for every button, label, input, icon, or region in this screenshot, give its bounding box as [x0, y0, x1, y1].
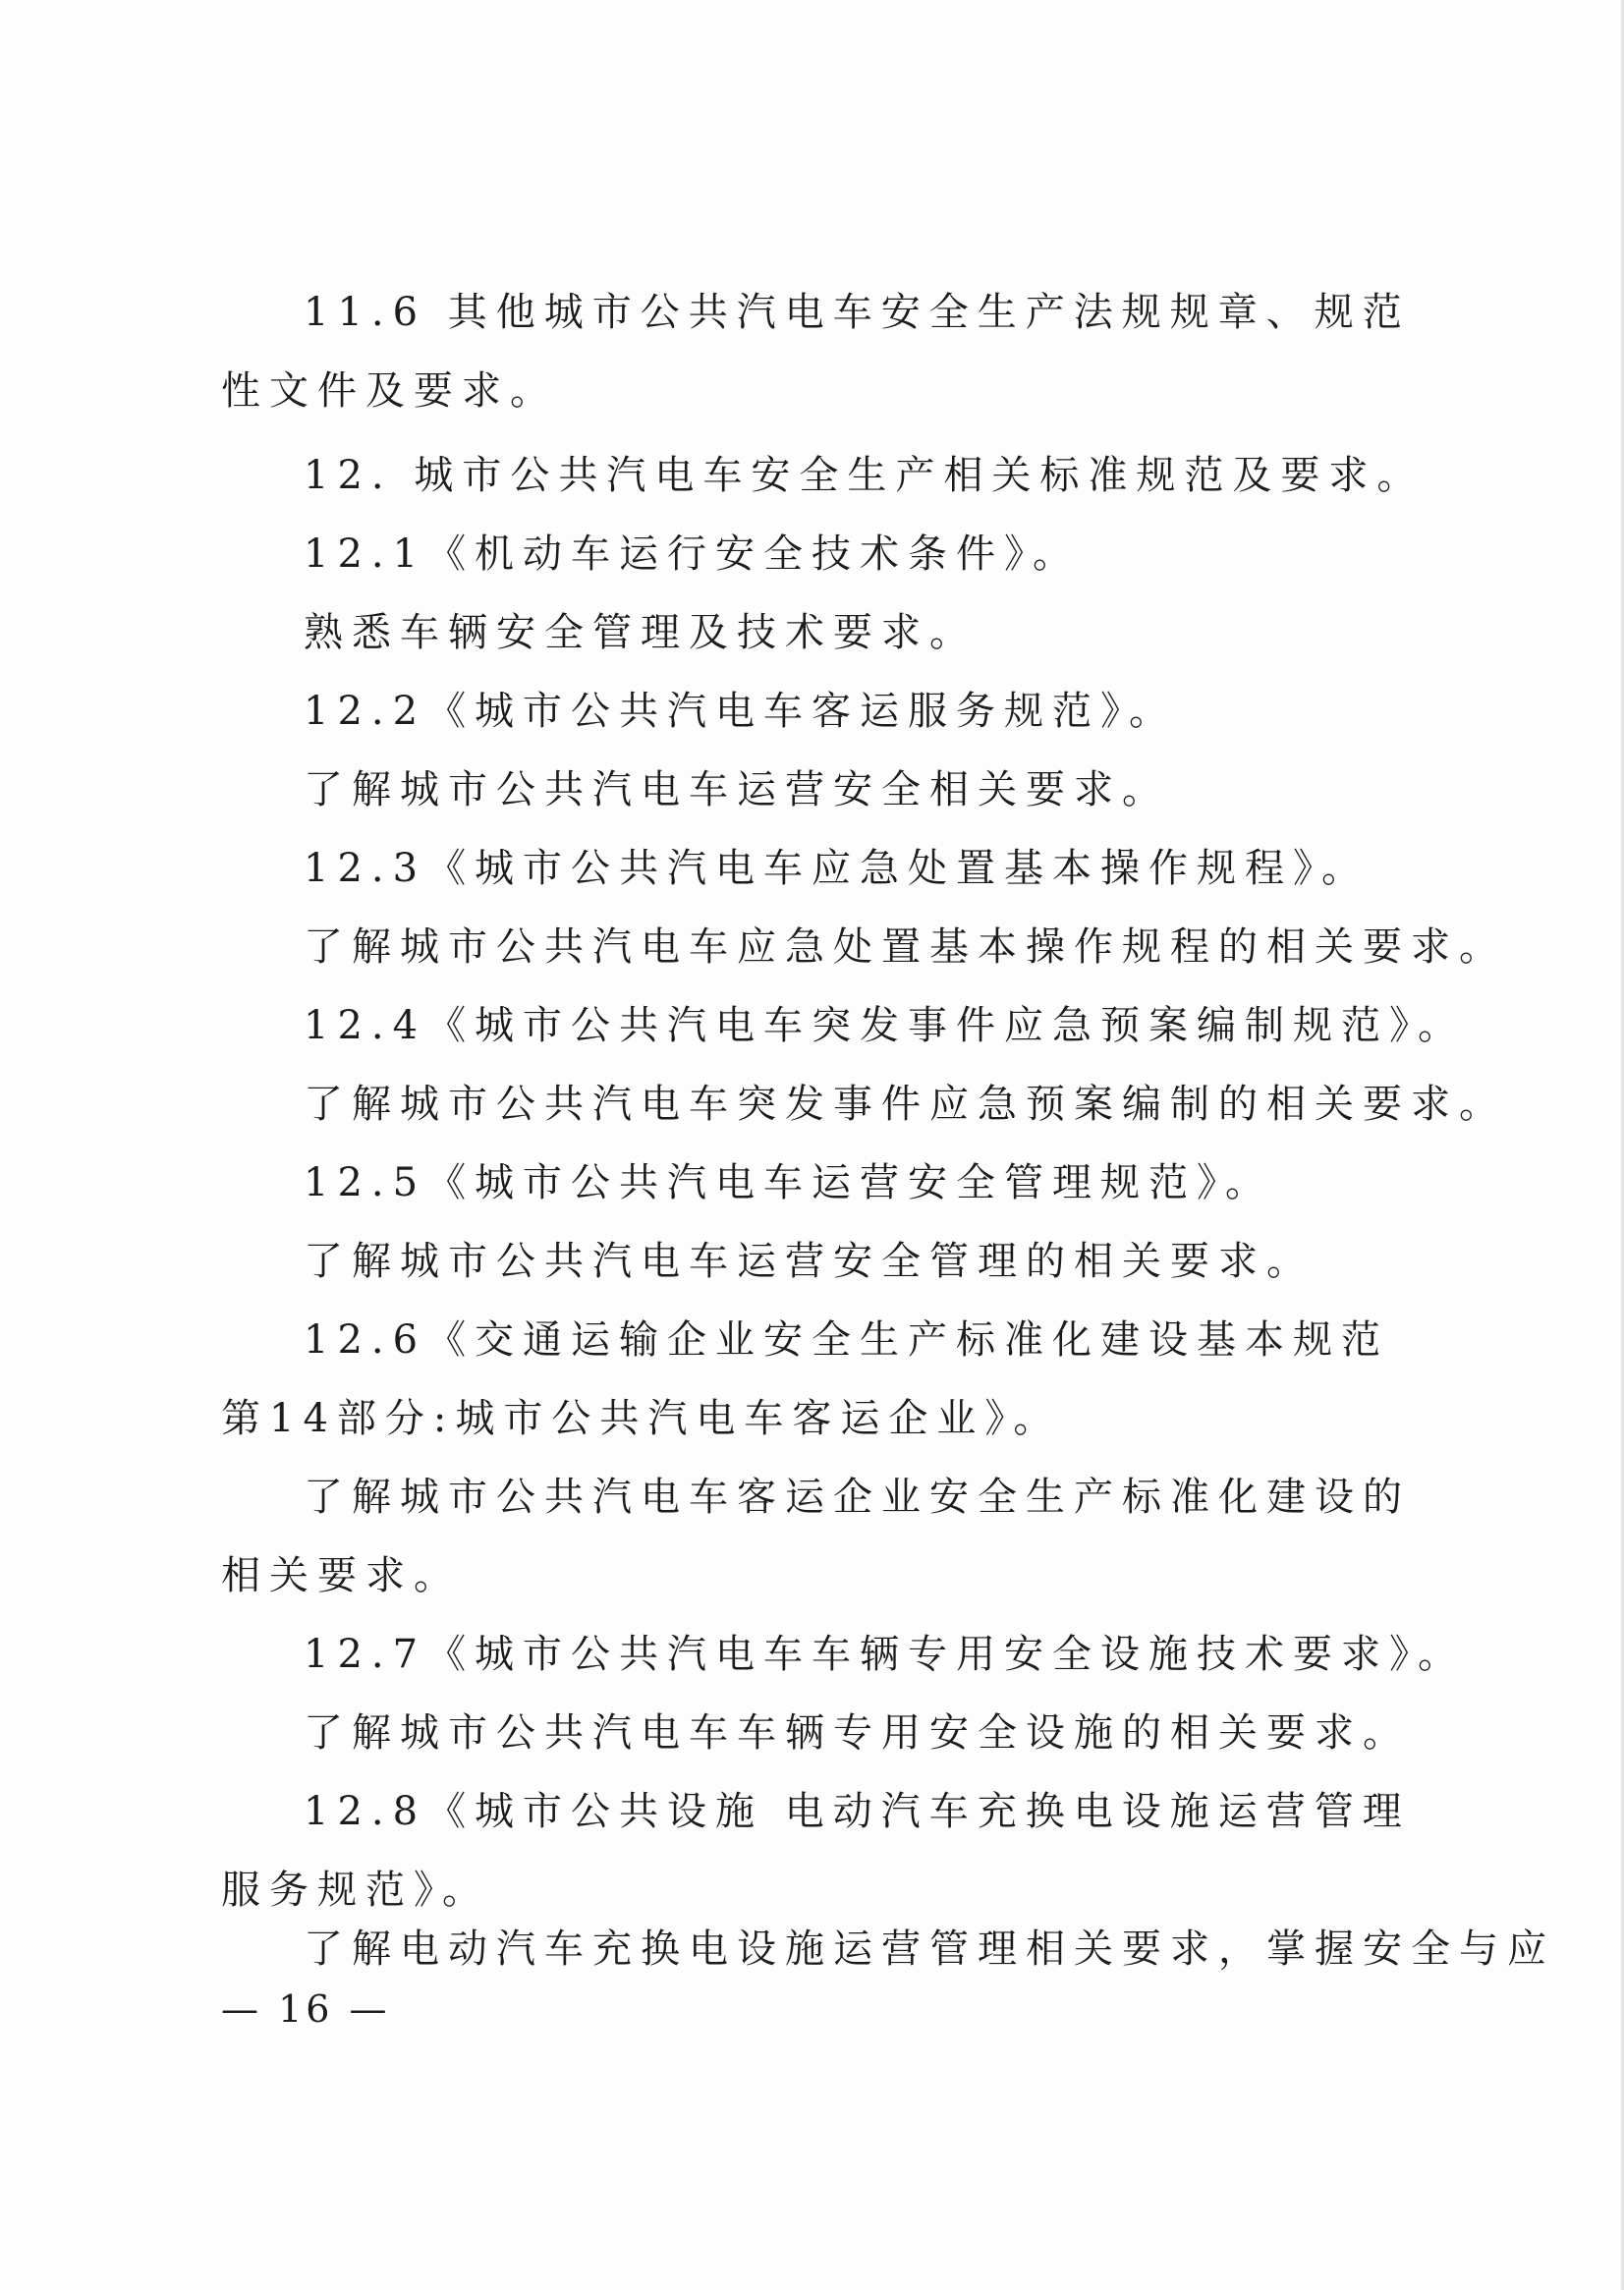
paragraph-12-7-title: 12.7《城市公共汽电车车辆专用安全设施技术要求》。 — [304, 1632, 1467, 1677]
page-number: — 16 — — [221, 1987, 391, 2031]
paragraph-12-2-title: 12.2《城市公共汽电车客运服务规范》。 — [304, 689, 1178, 734]
paragraph-12-1-text: 熟悉车辆安全管理及技术要求。 — [304, 610, 978, 655]
paragraph-12-heading: 12. 城市公共汽电车安全生产相关标准规范及要求。 — [304, 453, 1426, 498]
paragraph-12-7-text: 了解城市公共汽电车车辆专用安全设施的相关要求。 — [304, 1710, 1411, 1756]
paragraph-12-8-text: 了解电动汽车充换电设施运营管理相关要求，掌握安全与应 — [304, 1927, 1555, 1972]
paragraph-12-2-text: 了解城市公共汽电车运营安全相关要求。 — [304, 767, 1170, 812]
paragraph-12-1-title: 12.1《机动车运行安全技术条件》。 — [304, 531, 1082, 577]
paragraph-12-3-title: 12.3《城市公共汽电车应急处置基本操作规程》。 — [304, 846, 1371, 891]
paragraph-12-6-title: 12.6《交通运输企业安全生产标准化建设基本规范 第14部分:城市公共汽电车客运企业》。 — [221, 1317, 1390, 1441]
paragraph-11-6: 11.6 其他城市公共汽电车安全生产法规规章、规范性文件及要求。 — [221, 290, 1411, 414]
paragraph-12-3-text: 了解城市公共汽电车应急处置基本操作规程的相关要求。 — [304, 924, 1507, 970]
paragraph-12-4-title: 12.4《城市公共汽电车突发事件应急预案编制规范》。 — [304, 1003, 1467, 1048]
paragraph-12-6-text: 了解城市公共汽电车客运企业安全生产标准化建设的相关要求。 — [221, 1475, 1411, 1598]
paragraph-12-4-text: 了解城市公共汽电车突发事件应急预案编制的相关要求。 — [304, 1082, 1507, 1127]
paragraph-12-5-title: 12.5《城市公共汽电车运营安全管理规范》。 — [304, 1160, 1274, 1205]
paragraph-12-8-title: 12.8《城市公共设施 电动汽车充换电设施运营管理服务规范》。 — [221, 1789, 1411, 1913]
paragraph-12-5-text: 了解城市公共汽电车运营安全管理的相关要求。 — [304, 1239, 1315, 1284]
